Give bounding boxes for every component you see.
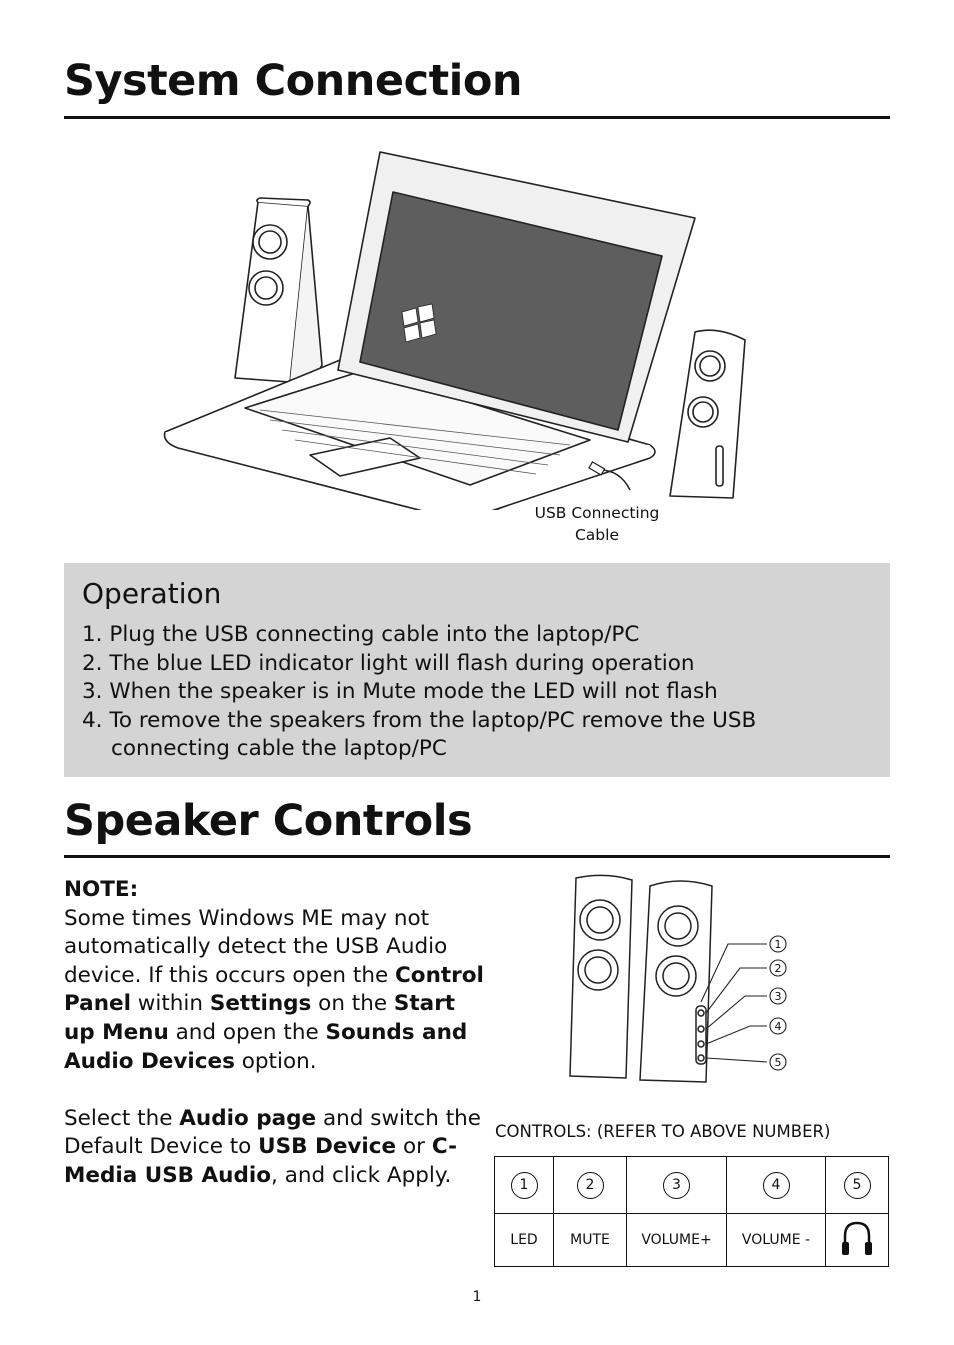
callout-number: 3 — [774, 990, 782, 1003]
control-label-cell: VOLUME+ — [627, 1214, 727, 1267]
section-title-speaker-controls: Speaker Controls — [64, 796, 473, 846]
note-text-run: and open the — [168, 1019, 326, 1045]
usb-label-line1: USB Connecting — [534, 504, 660, 522]
speaker-controls-illustration — [560, 870, 800, 1090]
number-badge: 5 — [844, 1172, 871, 1199]
note-text-run: option. — [234, 1048, 317, 1074]
note-label: NOTE: — [64, 877, 139, 902]
number-badge: 4 — [763, 1172, 790, 1199]
control-number-cell — [554, 1157, 627, 1214]
controls-table — [494, 1156, 889, 1267]
note-text — [64, 876, 484, 1191]
usb-label-line2: Cable — [574, 526, 619, 544]
note-bold-run: Control Panel — [64, 962, 484, 1017]
control-label-cell — [826, 1214, 889, 1267]
note-text-run: and switch the Default Device to — [64, 1105, 481, 1160]
section-title-system-connection: System Connection — [64, 56, 523, 106]
note-bold-run: C-Media USB Audio — [64, 1134, 458, 1188]
control-label-cell: LED — [495, 1214, 554, 1267]
control-number-cell — [495, 1157, 554, 1214]
callout-number: 2 — [774, 962, 782, 975]
operation-step: 3. When the speaker is in Mute mode the LED will not flash — [82, 679, 718, 704]
control-number-cell — [826, 1157, 889, 1214]
control-label-cell: MUTE — [554, 1214, 627, 1267]
callout-number: 1 — [774, 938, 782, 951]
operation-steps — [82, 621, 882, 764]
note-bold-run: USB Device — [258, 1134, 397, 1160]
controls-caption: CONTROLS: (REFER TO ABOVE NUMBER) — [495, 1122, 831, 1141]
title-rule — [64, 116, 890, 119]
operation-box — [64, 563, 890, 777]
headphones-icon — [840, 1218, 874, 1258]
number-badge: 1 — [511, 1172, 538, 1199]
note-bold-run: Sounds and Audio Devices — [64, 1019, 468, 1074]
laptop-speakers-illustration — [150, 140, 760, 510]
number-badge: 3 — [663, 1172, 690, 1199]
control-number-cell — [727, 1157, 826, 1214]
note-text-run: on the — [311, 991, 394, 1017]
number-badge: 2 — [577, 1172, 604, 1199]
callout-number: 5 — [774, 1056, 782, 1069]
title-rule — [64, 855, 890, 858]
operation-step: 4. To remove the speakers from the laptop/PC remove the USB connecting cable the laptop/PC — [82, 707, 757, 761]
note-bold-run: Audio page — [179, 1105, 317, 1131]
note-paragraph-2 — [64, 1105, 484, 1191]
note-bold-run: Settings — [209, 991, 312, 1017]
note-text-run: , and click Apply. — [271, 1162, 452, 1188]
control-label-cell: VOLUME - — [727, 1214, 826, 1267]
callout-number: 4 — [774, 1020, 782, 1033]
note-text-run: Select the — [64, 1105, 180, 1131]
control-number-cell — [627, 1157, 727, 1214]
operation-step: 2. The blue LED indicator light will flash during operation — [82, 650, 695, 676]
operation-step: 1. Plug the USB connecting cable into the laptop/PC — [82, 622, 640, 647]
usb-cable-caption — [520, 502, 674, 546]
note-text-run: Some times Windows ME may not automatically detect the USB Audio device. If this occurs open the — [64, 905, 448, 988]
page-number: 1 — [472, 1289, 482, 1305]
operation-heading: Operation — [82, 577, 222, 610]
note-paragraph-1 — [64, 905, 484, 1077]
note-text-run: within — [130, 991, 210, 1017]
note-text-run: or — [396, 1134, 432, 1160]
note-bold-run: Start up Menu — [64, 991, 456, 1045]
